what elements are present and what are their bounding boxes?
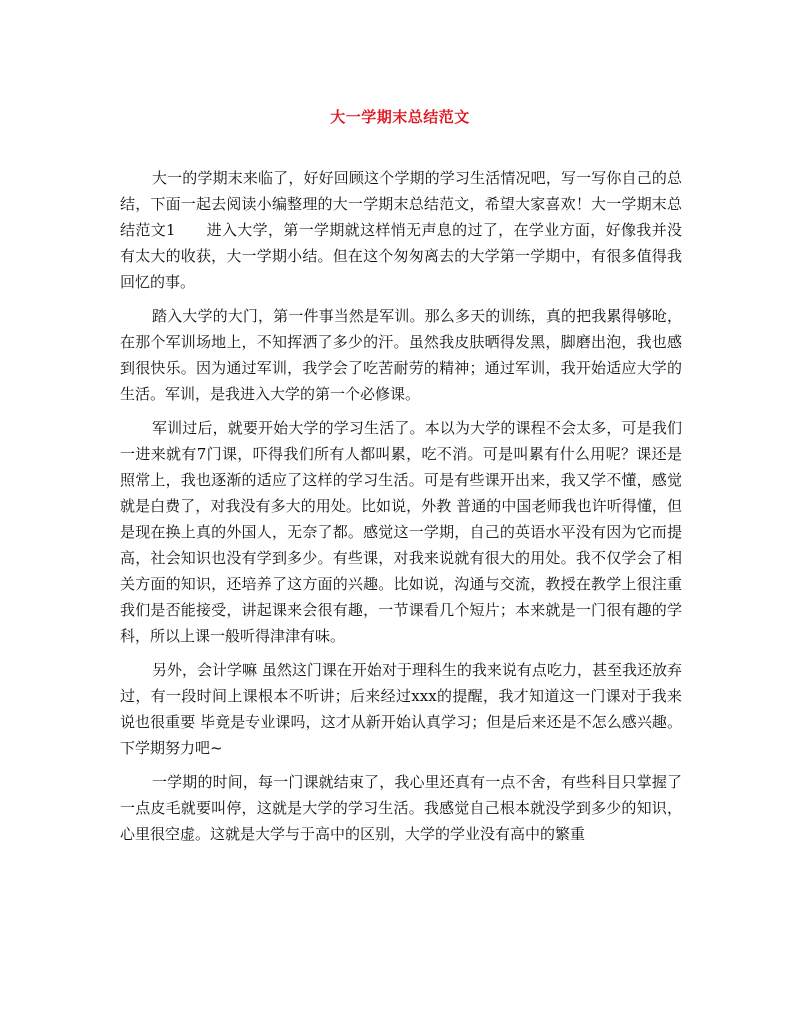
document-body: [120, 165, 682, 855]
paragraph-accounting: 另外，会计学嘛 虽然这门课在开始对于理科生的我来说有点吃力，甚至我还放弃过，有一段时间上课根本不听讲；后来经过xxx的提醒，我才知道这一门课对于我来说也很重要 毕竟是专业课吗，这才从新开始认真学习；但是后来还是不怎么感兴趣。下学期努力吧~: [120, 661, 682, 757]
paragraph-military-training: 踏入大学的大门，第一件事当然是军训。那么多天的训练，真的把我累得够呛，在那个军训场地上，不知挥洒了多少的汗。虽然我皮肤晒得发黑，脚磨出泡，我也感到很快乐。因为通过军训，我学会了吃苦耐劳的精神；通过军训，我开始适应大学的生活。军训，是我进入大学的第一个必修课。: [120, 307, 682, 403]
paragraph-study-life: 军训过后，就要开始大学的学习生活了。本以为大学的课程不会太多，可是我们一进来就有7门课，吓得我们所有人都叫累，吃不消。可是叫累有什么用呢？课还是照常上，我也逐渐的适应了这样的学习生活。可是有些课开出来，我又学不懂，感觉就是白费了，对我没有多大的用处。比如说，外教 普通的中国老师我也许听得懂，但是现在换上真的外国人，无奈了都。感觉这一学期，自己的英语水平没有因为它而提高，社会知识也没有学到多少。有些课，对我来说就有很大的用处。我不仅学会了相关方面的知识，还培养了这方面的兴趣。比如说，沟通与交流，教授在教学上很注重我们是否能接受，讲起课来会很有趣，一节课看几个短片；本来就是一门很有趣的学科，所以上课一般听得津津有味。: [120, 419, 682, 645]
paragraph-intro: 大一的学期末来临了，好好回顾这个学期的学习生活情况吧，写一写你自己的总结，下面一起去阅读小编整理的大一学期末总结范文，希望大家喜欢！大一学期末总结范文1 进入大学，第一学期就这样悄无声息的过了，在学业方面，好像我并没有太大的收获，大一学期小结。但在这个匆匆离去的大学第一学期中，有很多值得我回忆的事。: [120, 169, 682, 291]
document-title: 大一学期末总结范文: [330, 108, 470, 126]
paragraph-semester-end: 一学期的时间，每一门课就结束了，我心里还真有一点不舍，有些科目只掌握了一点皮毛就要叫停，这就是大学的学习生活。我感觉自己根本就没学到多少的知识，心里很空虚。这就是大学与于高中的区别，大学的学业没有高中的繁重: [120, 773, 682, 843]
